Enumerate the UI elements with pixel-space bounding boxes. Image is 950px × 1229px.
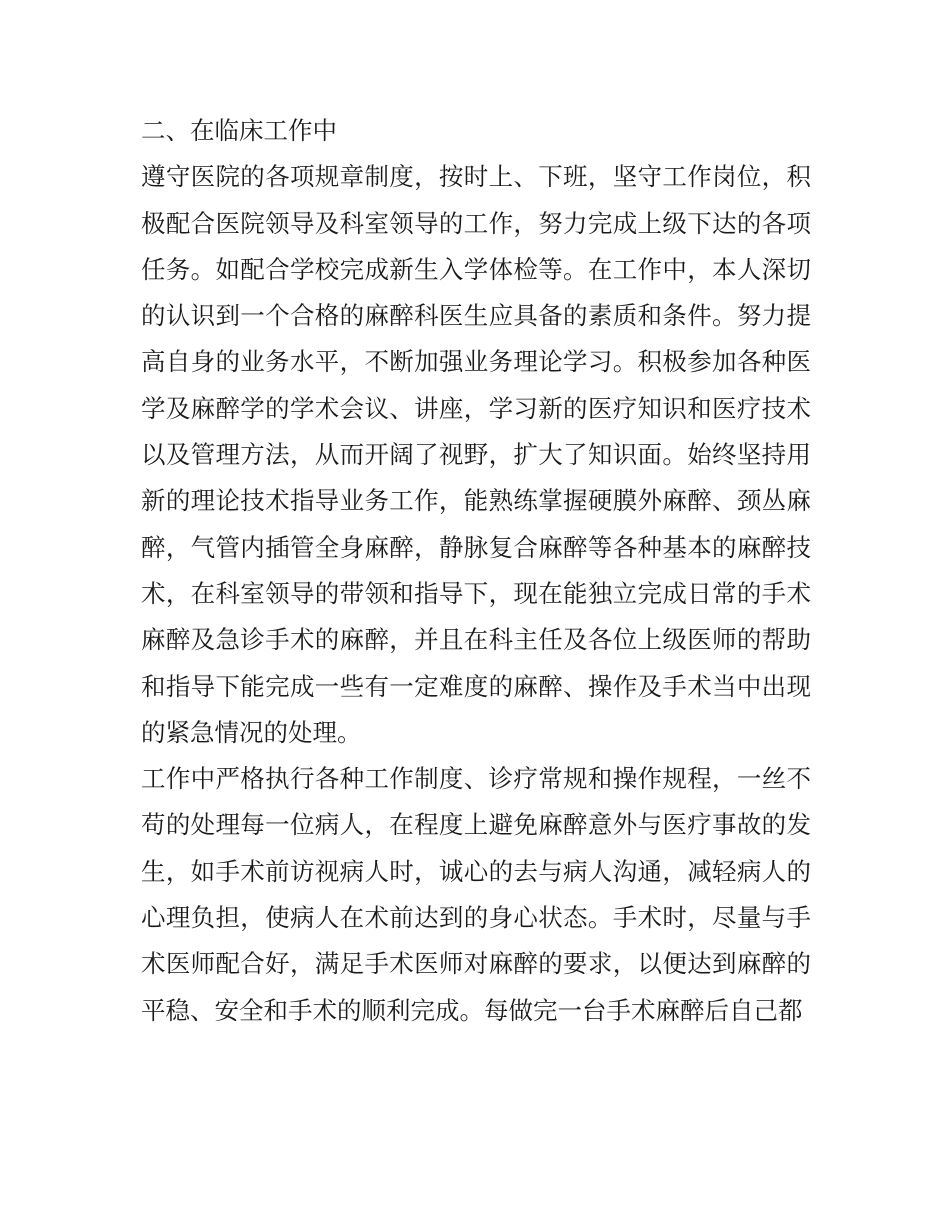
paragraph-clinical-work: 遵守医院的各项规章制度，按时上、下班，坚守工作岗位，积极配合医院领导及科室领导的工作，努力完成上级下达的各项任务。如配合学校完成新生入学体检等。在工作中，本人深切的认识到一个合格的麻醉科医生应具备的素质和条件。努力提高自身的业务水平，不断加强业务理论学习。积极参加各种医学及麻醉学的学术会议、讲座，学习新的医疗知识和医疗技术以及管理方法，从而开阔了视野，扩大了知识面。始终坚持用新的理论技术指导业务工作，能熟练掌握硬膜外麻醉、颈丛麻醉，气管内插管全身麻醉，静脉复合麻醉等各种基本的麻醉技术，在科室领导的带领和指导下，现在能独立完成日常的手术麻醉及急诊手术的麻醉，并且在科主任及各位上级医师的帮助和指导下能完成一些有一定难度的麻醉、操作及手术当中出现的紧急情况的处理。 — [141, 162, 811, 747]
document-body — [141, 108, 811, 1034]
paragraph-work-standards: 工作中严格执行各种工作制度、诊疗常规和操作规程，一丝不苟的处理每一位病人，在程度上避免麻醉意外与医疗事故的发生，如手术前访视病人时，诚心的去与病人沟通，减轻病人的心理负担，使病人在术前达到的身心状态。手术时，尽量与手术医师配合好，满足手术医师对麻醉的要求，以便达到麻醉的平稳、安全和手术的顺利完成。每做完一台手术麻醉后自己都 — [141, 764, 811, 1025]
section-heading: 二、在临床工作中 — [141, 116, 337, 145]
